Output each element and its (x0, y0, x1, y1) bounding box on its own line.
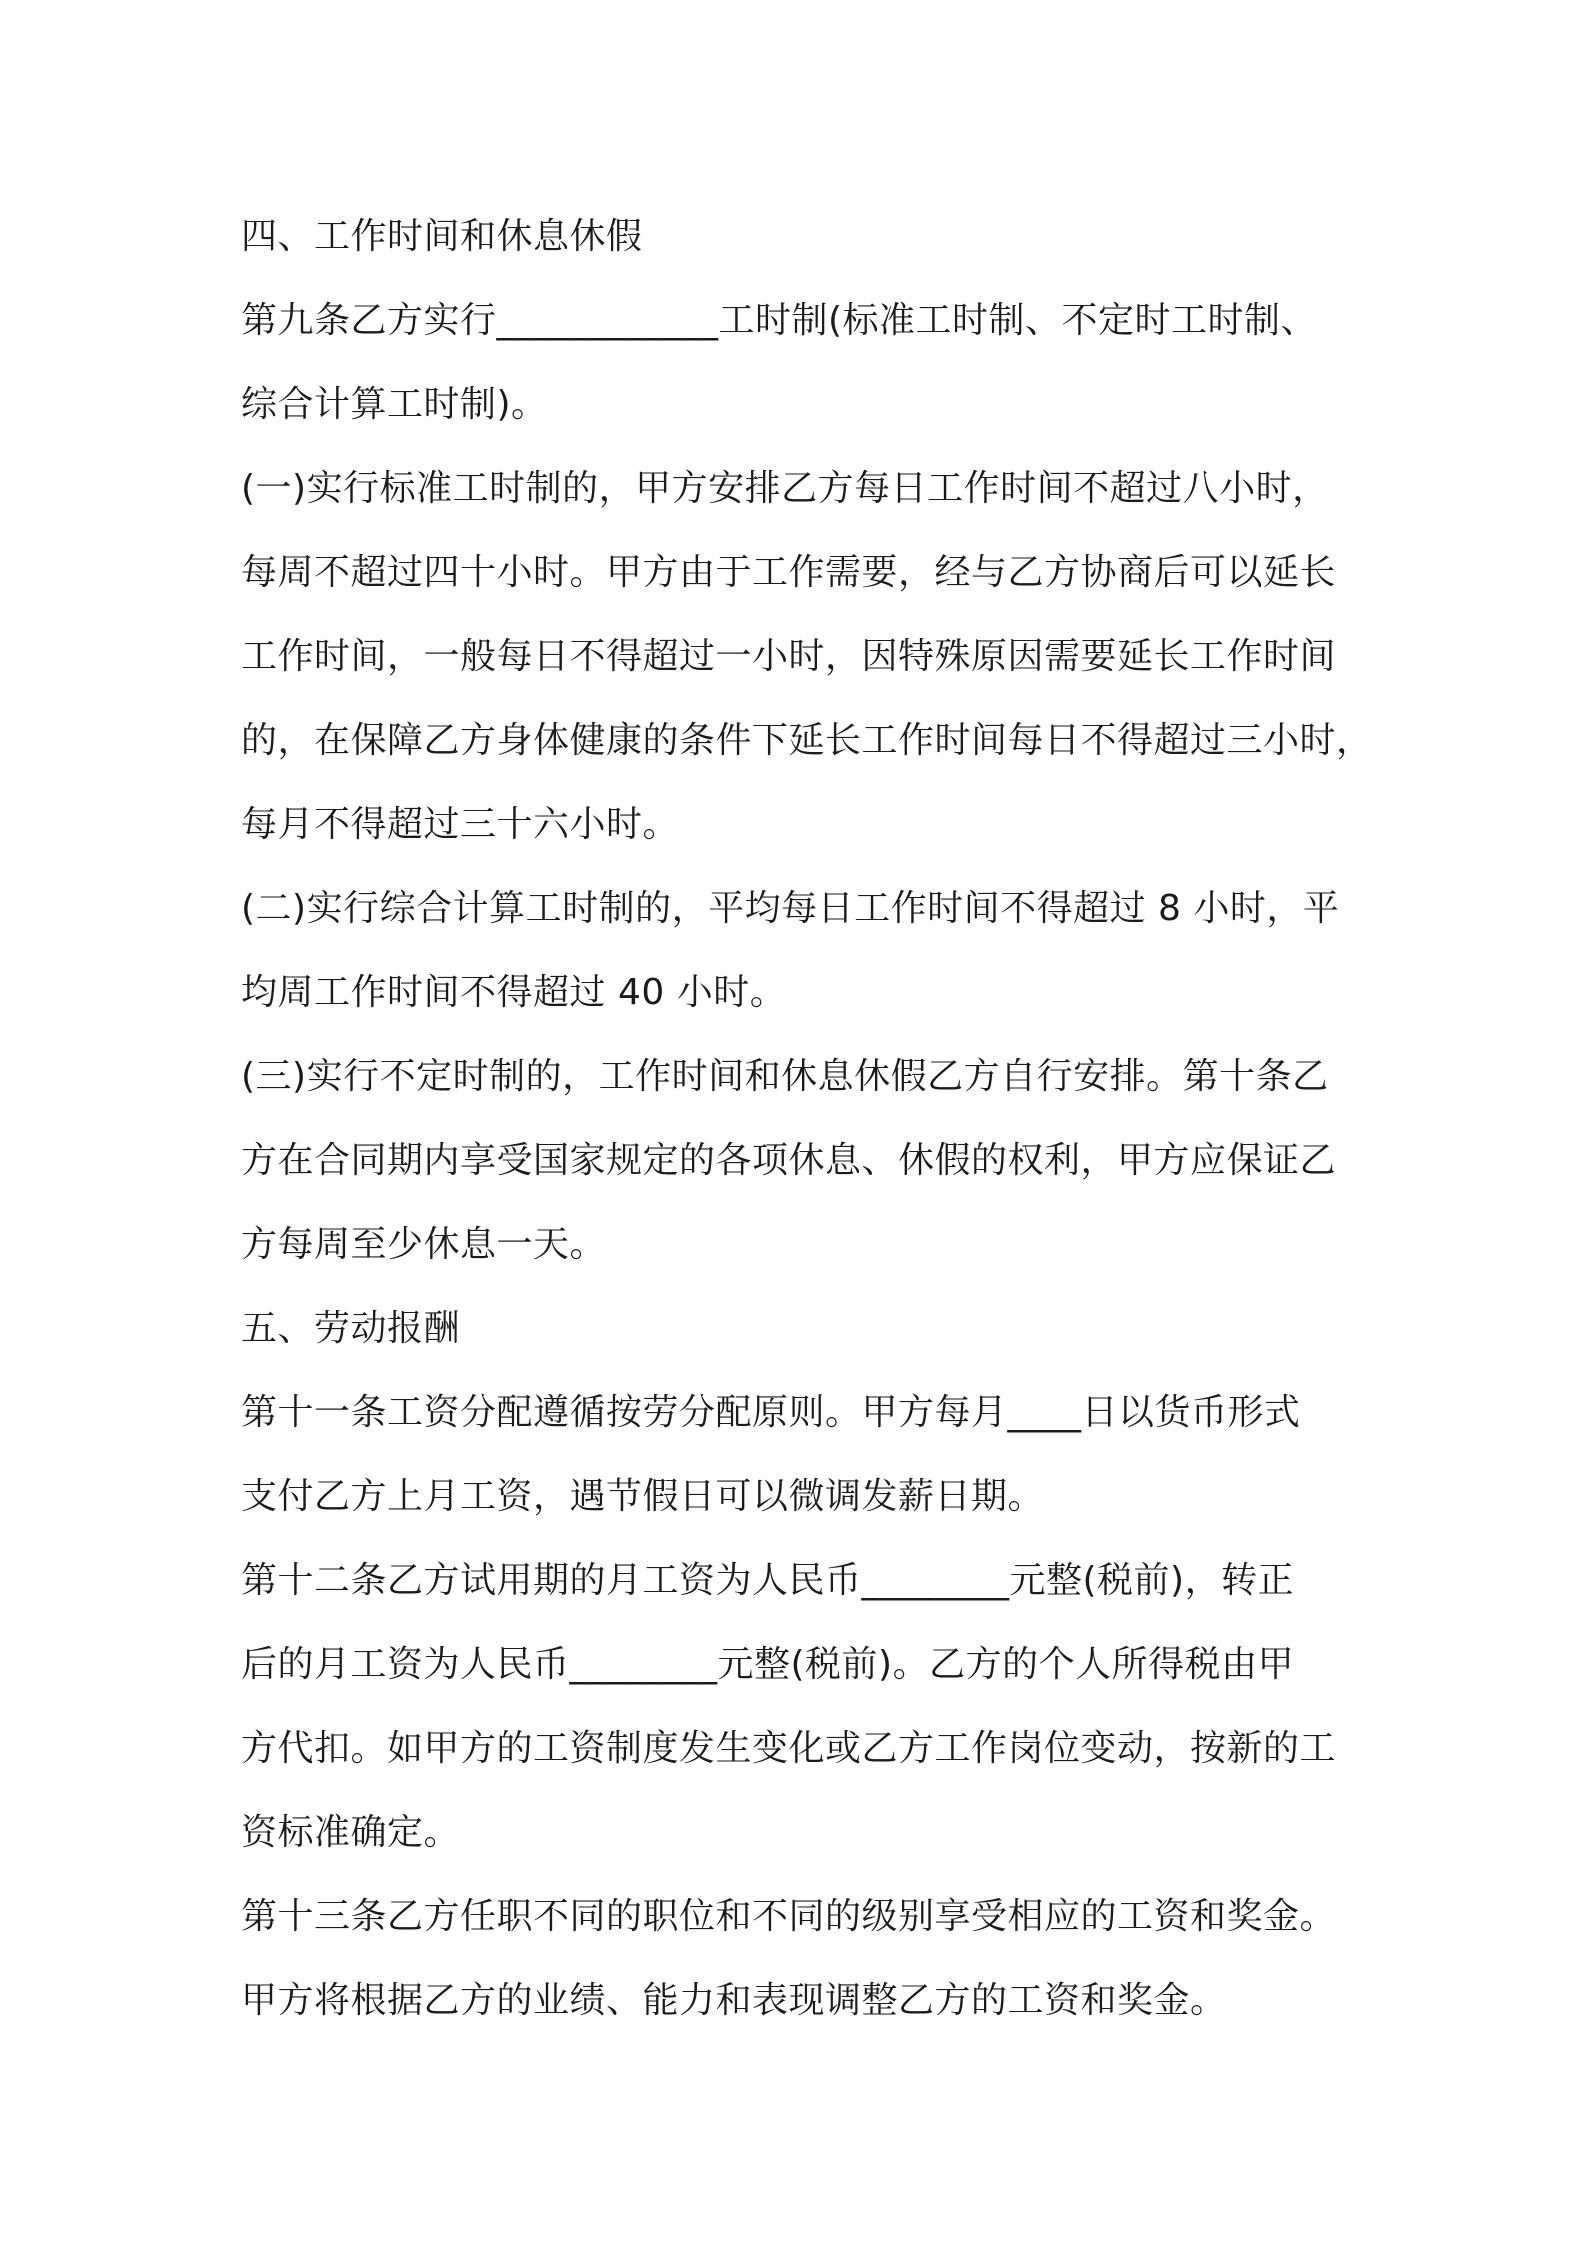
article-12-line-4: 资标准确定。 (241, 1812, 461, 1853)
article-11-line-2: 支付乙方上月工资，遇节假日可以微调发薪日期。 (241, 1476, 1045, 1517)
section-heading-work-hours: 四、工作时间和休息休假 (241, 216, 643, 257)
article-9-line-1: 第九条乙方实行____________工时制(标准工时制、不定时工时制、 (241, 300, 1318, 341)
clause-1-line-2: 每周不超过四十小时。甲方由于工作需要，经与乙方协商后可以延长 (241, 552, 1337, 593)
clause-3-line-1: (三)实行不定时制的，工作时间和休息休假乙方自行安排。第十条乙 (241, 1056, 1329, 1097)
article-12-line-3: 方代扣。如甲方的工资制度发生变化或乙方工作岗位变动，按新的工 (241, 1728, 1337, 1769)
article-9-line-2: 综合计算工时制)。 (241, 384, 548, 425)
article-10-line-2: 方每周至少休息一天。 (241, 1224, 607, 1265)
clause-1-line-5: 每月不得超过三十六小时。 (241, 804, 680, 845)
article-13-line-1: 第十三条乙方任职不同的职位和不同的级别享受相应的工资和奖金。 (241, 1896, 1337, 1937)
article-12-line-2: 后的月工资为人民币________元整(税前)。乙方的个人所得税由甲 (241, 1644, 1295, 1685)
article-12-line-1: 第十二条乙方试用期的月工资为人民币________元整(税前)，转正 (241, 1560, 1295, 1601)
article-11-line-1: 第十一条工资分配遵循按劳分配原则。甲方每月____日以货币形式 (241, 1392, 1301, 1433)
clause-2-line-1: (二)实行综合计算工时制的，平均每日工作时间不得超过 8 小时，平 (241, 888, 1340, 929)
document-page (241, 195, 1373, 2043)
clause-1-line-1: (一)实行标准工时制的，甲方安排乙方每日工作时间不超过八小时， (241, 468, 1329, 509)
clause-1-line-3: 工作时间，一般每日不得超过一小时，因特殊原因需要延长工作时间 (241, 636, 1337, 677)
clause-1-line-4: 的，在保障乙方身体健康的条件下延长工作时间每日不得超过三小时， (241, 720, 1373, 761)
article-10-line-1: 方在合同期内享受国家规定的各项休息、休假的权利，甲方应保证乙 (241, 1140, 1337, 1181)
clause-2-line-2: 均周工作时间不得超过 40 小时。 (241, 972, 787, 1013)
article-13-line-2: 甲方将根据乙方的业绩、能力和表现调整乙方的工资和奖金。 (241, 1980, 1227, 2021)
section-heading-remuneration: 五、劳动报酬 (241, 1308, 461, 1349)
